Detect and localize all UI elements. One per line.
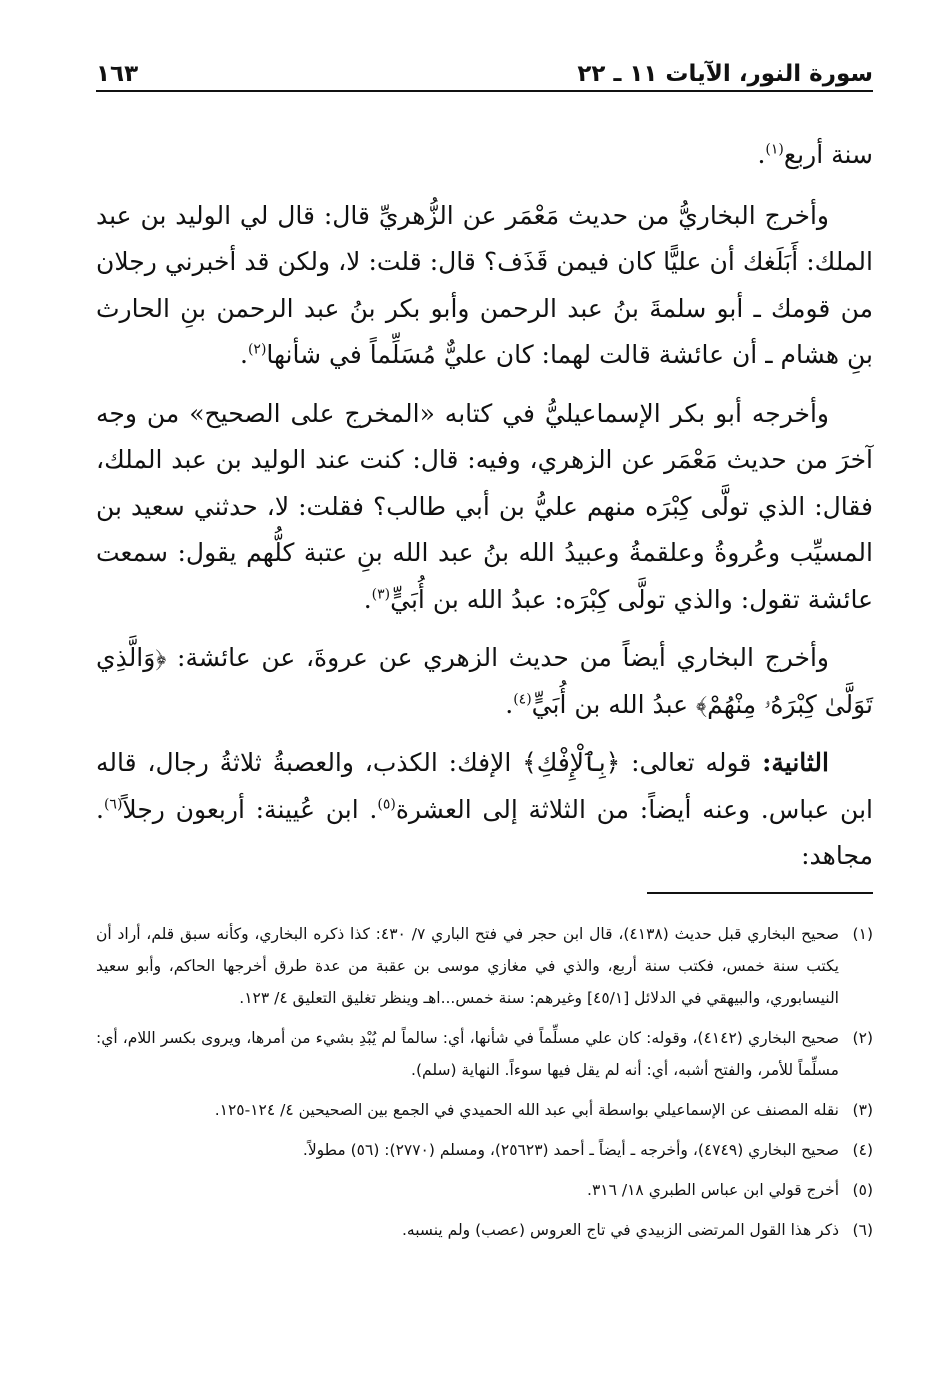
paragraph-1-text: وأخرج البخاريُّ من حديث مَعْمَر عن الزُّهريِّ قال: قال لي الوليد بن عبد الملك: أَبَلَغك أن عليًّا كان فيمن قَذَف؟ قال: قلت: لا، ولكن قد أخبرني رجلان من قومك ـ أبو سلمةَ بنُ عبد الرحمن وأبو بكر بنُ عبد الرحمن بنِ الحارث بنِ هشام ـ أن عائشة قالت لهما: كان عليٌّ مُسَلِّماً في شأنها bbox=[96, 200, 873, 369]
paragraph-4-text-b: . ابن عُيينة: أربعون رجلاً bbox=[122, 794, 378, 824]
footnote-text: نقله المصنف عن الإسماعيلي بواسطة أبي عبد الله الحميدي في الجمع بين الصحيحين ٤/ ١٢٤-١٢٥. bbox=[214, 1100, 839, 1119]
footnote-text: أخرج قولي ابن عباس الطبري ١٨/ ٣١٦. bbox=[587, 1180, 839, 1199]
paragraph-3-text: وأخرج البخاري أيضاً من حديث الزهري عن عروةَ، عن عائشة: ﴿وَالَّذِي تَوَلَّىٰ كِبْرَهُۥ مِنْهُمْ﴾ عبدُ الله بن أُبَيٍّ bbox=[96, 643, 873, 719]
paragraph-0-end: . bbox=[757, 140, 766, 169]
footnote-text: ذكر هذا القول المرتضى الزبيدي في تاج العروس (عصب) ولم ينسبه. bbox=[401, 1220, 839, 1239]
paragraph-2-text: وأخرجه أبو بكر الإسماعيليُّ في كتابه «المخرج على الصحيح» من وجه آخرَ من حديث مَعْمَر عن الزهري، وفيه: قال: كنت عند الوليد بن عبد الملك، فقال: الذي تولَّى كِبْرَه منهم عليُّ بن أبي طالب؟ فقلت: لا، حدثني سعيد بن المسيِّب وعُروةُ وعلقمةُ وعبيدُ الله بنُ عبد الله بنِ عتبة كلُّهم يقول: سمعت عائشة تقول: والذي تولَّى كِبْرَه: عبدُ الله بن أُبَيٍّ bbox=[96, 398, 873, 614]
paragraph-0-text: سنة أربع bbox=[783, 140, 873, 169]
footnote-1 bbox=[96, 918, 873, 1014]
paragraph-4 bbox=[96, 740, 873, 880]
paragraph-3 bbox=[96, 635, 873, 728]
footnotes bbox=[96, 918, 873, 1246]
page-number: ١٦٣ bbox=[96, 61, 139, 87]
footnote-3 bbox=[96, 1094, 873, 1126]
footnote-ref-1: (١) bbox=[765, 141, 784, 158]
footnote-ref-3: (٣) bbox=[371, 586, 391, 603]
footnote-number: (٦) bbox=[852, 1220, 873, 1239]
footnote-number: (٥) bbox=[852, 1180, 873, 1199]
footnote-6 bbox=[96, 1214, 873, 1246]
book-page bbox=[96, 52, 873, 1254]
footnote-number: (٢) bbox=[852, 1028, 873, 1047]
footnote-text: صحيح البخاري (٤١٤٢)، وقوله: كان علي مسلِّماً في شأنها، أي: سالماً لم يُبْدِ بشيء من أمرها، ويروى بكسر اللام، أي: مسلِّماً للأمر، والفتح أشبه، أي: أنه لم يقل فيها سوءاً. النهاية (سلم). bbox=[96, 1028, 839, 1079]
paragraph-0 bbox=[96, 132, 873, 179]
header-rule bbox=[96, 90, 873, 92]
footnote-2 bbox=[96, 1022, 873, 1086]
footnote-ref-5: (٥) bbox=[377, 796, 396, 813]
paragraph-3-end: . bbox=[505, 689, 514, 719]
footnote-4 bbox=[96, 1134, 873, 1166]
footnote-5 bbox=[96, 1174, 873, 1206]
footnote-text: صحيح البخاري (٤٧٤٩)، وأخرجه ـ أيضاً ـ أحمد (٢٥٦٢٣)، ومسلم (٢٧٧٠): (٥٦) مطولاً. bbox=[302, 1140, 839, 1159]
footnote-number: (٣) bbox=[852, 1100, 873, 1119]
footnote-number: (٤) bbox=[852, 1140, 873, 1159]
footnote-separator bbox=[647, 892, 873, 894]
paragraph-2 bbox=[96, 391, 873, 624]
footnote-ref-4: (٤) bbox=[513, 691, 532, 708]
footnote-ref-2: (٢) bbox=[247, 341, 267, 358]
chapter-title: سورة النور، الآيات ١١ ـ ٢٢ bbox=[577, 61, 873, 87]
paragraph-1 bbox=[96, 193, 873, 379]
footnote-text: صحيح البخاري قبل حديث (٤١٣٨)، قال ابن حجر في فتح الباري ٧/ ٤٣٠: كذا ذكره البخاري، وكأنه سبق قلم، أراد أن يكتب سنة خمس، فكتب سنة أربع، والذي في مغازي موسى بن عقبة من عدة طرق أخرجها الحاكم، وأبو سعيد النيسابوري، والبيهقي في الدلائل [٤٥/١] وغيرهم: سنة خمس...اهـ وينظر تغليق التعليق ٤/ ١٢٣. bbox=[96, 924, 840, 1007]
paragraph-4-lead: الثانية: bbox=[762, 748, 829, 777]
main-text bbox=[96, 132, 873, 880]
paragraph-4-text-c: . مجاهد: bbox=[96, 794, 873, 870]
footnote-number: (١) bbox=[852, 924, 873, 943]
paragraph-2-end: . bbox=[363, 584, 372, 614]
paragraph-1-end: . bbox=[239, 340, 248, 369]
running-header bbox=[96, 52, 873, 90]
footnote-ref-6: (٦) bbox=[103, 796, 123, 813]
paragraph-4-text-a: قوله تعالى: ﴿بِٱلْإِفْكِ﴾ الإفك: الكذب، والعصبةُ ثلاثةُ رجال، قاله ابن عباس. وعنه أيضاً: من الثلاثة إلى العشرة bbox=[96, 748, 873, 824]
